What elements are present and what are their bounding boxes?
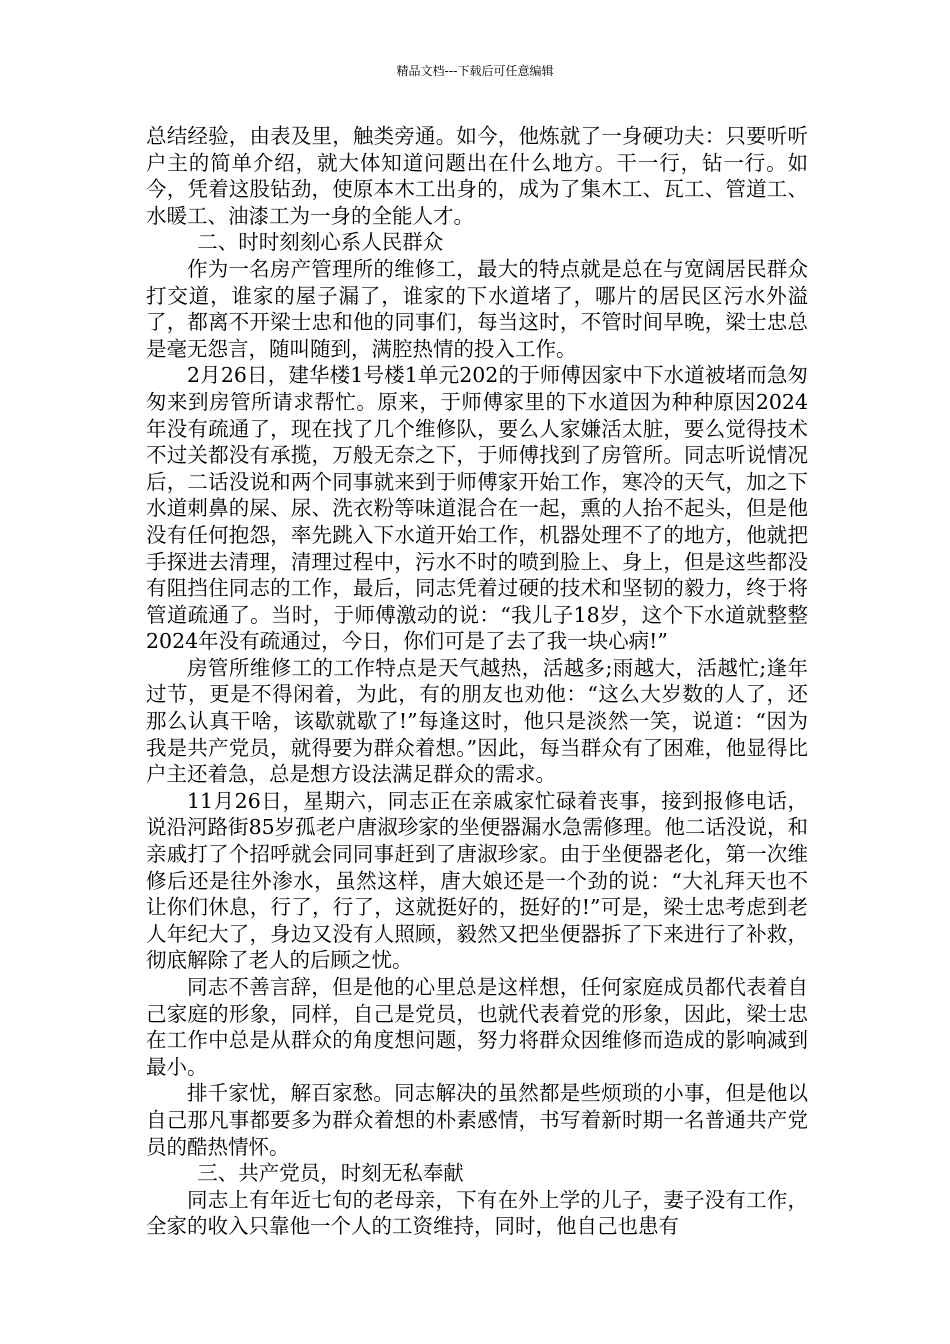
paragraph: 房管所维修工的工作特点是天气越热，活越多;雨越大，活越忙;逢年过节，更是不得闲着，为此，有的朋友也劝他：“这么大岁数的人了，还那么认真干啥，该歇就歇了!”每逢这时，他只是淡然一笑，说道：“因为我是共产党员，就得要为群众着想。”因此，每当群众有了困难，他显得比户主还着急，总是想方设法满足群众的需求。: [146, 655, 808, 787]
paragraph: 同志上有年近七旬的老母亲，下有在外上学的儿子，妻子没有工作，全家的收入只靠他一个人的工资维持，同时，他自己也患有: [146, 1187, 808, 1239]
page-header: 精品文档---下载后可任意编辑: [396, 64, 554, 78]
paragraph: 2月26日，建华楼1号楼1单元202的于师傅因家中下水道被堵而急匆匆来到房管所请求帮忙。原来，于师傅家里的下水道因为种种原因2024年没有疏通了，现在找了几个维修队，要么人家嫌活太脏，要么觉得技术不过关都没有承揽，万般无奈之下，于师傅找到了房管所。同志听说情况后，二话没说和两个同事就来到于师傅家开始工作，寒冷的天气，加之下水道刺鼻的屎、尿、洗衣粉等味道混合在一起，熏的人抬不起头，但是他没有任何抱怨，率先跳入下水道开始工作，机器处理不了的地方，他就把手探进去清理，清理过程中，污水不时的喷到脸上、身上，但是这些都没有阻挡住同志的工作，最后，同志凭着过硬的技术和坚韧的毅力，终于将管道疏通了。当时，于师傅激动的说：“我儿子18岁，这个下水道就整整2024年没有疏通过，今日，你们可是了去了我一块心病!”: [146, 363, 808, 654]
section-heading-3: 三、共产党员，时刻无私奉献: [197, 1161, 464, 1186]
paragraph: 11月26日，星期六，同志正在亲戚家忙碌着丧事，接到报修电话，说沿河路街85岁孤老户唐淑珍家的坐便器漏水急需修理。他二话没说，和亲戚打了个招呼就会同同事赶到了唐淑珍家。由于坐便器老化，第一次维修后还是往外渗水，虽然这样，唐大娘还是一个劲的说：“大礼拜天也不让你们休息，行了，行了，这就挺好的，挺好的!”可是，梁士忠考虑到老人年纪大了，身边又没有人照顾，毅然又把坐便器拆了下来进行了补救，彻底解除了老人的后顾之忧。: [146, 788, 808, 973]
paragraph-continued: 总结经验，由表及里，触类旁通。如今，他炼就了一身硬功夫：只要听听户主的简单介绍，就大体知道问题出在什么地方。干一行，钻一行。如今，凭着这股钻劲，使原本木工出身的，成为了集木工、瓦工、管道工、水暖工、油漆工为一身的全能人才。: [146, 124, 808, 228]
paragraph: 排千家忧，解百家愁。同志解决的虽然都是些烦琐的小事，但是他以自己那凡事都要多为群众着想的朴素感情，书写着新时期一名普通共产党员的酷热情怀。: [146, 1081, 808, 1159]
paragraph: 同志不善言辞，但是他的心里总是这样想，任何家庭成员都代表着自己家庭的形象，同样，自己是党员，也就代表着党的形象，因此，梁士忠在工作中总是从群众的角度想问题，努力将群众因维修而造成的影响减到最小。: [146, 975, 808, 1079]
paragraph: 作为一名房产管理所的维修工，最大的特点就是总在与宽阔居民群众打交道，谁家的屋子漏了，谁家的下水道堵了，哪片的居民区污水外溢了，都离不开梁士忠和他的同事们，每当这时，不管时间早晚，梁士忠总是毫无怨言，随叫随到，满腔热情的投入工作。: [146, 256, 808, 361]
document-body: [146, 123, 808, 1240]
section-heading-2: 二、时时刻刻心系人民群众: [197, 230, 444, 255]
